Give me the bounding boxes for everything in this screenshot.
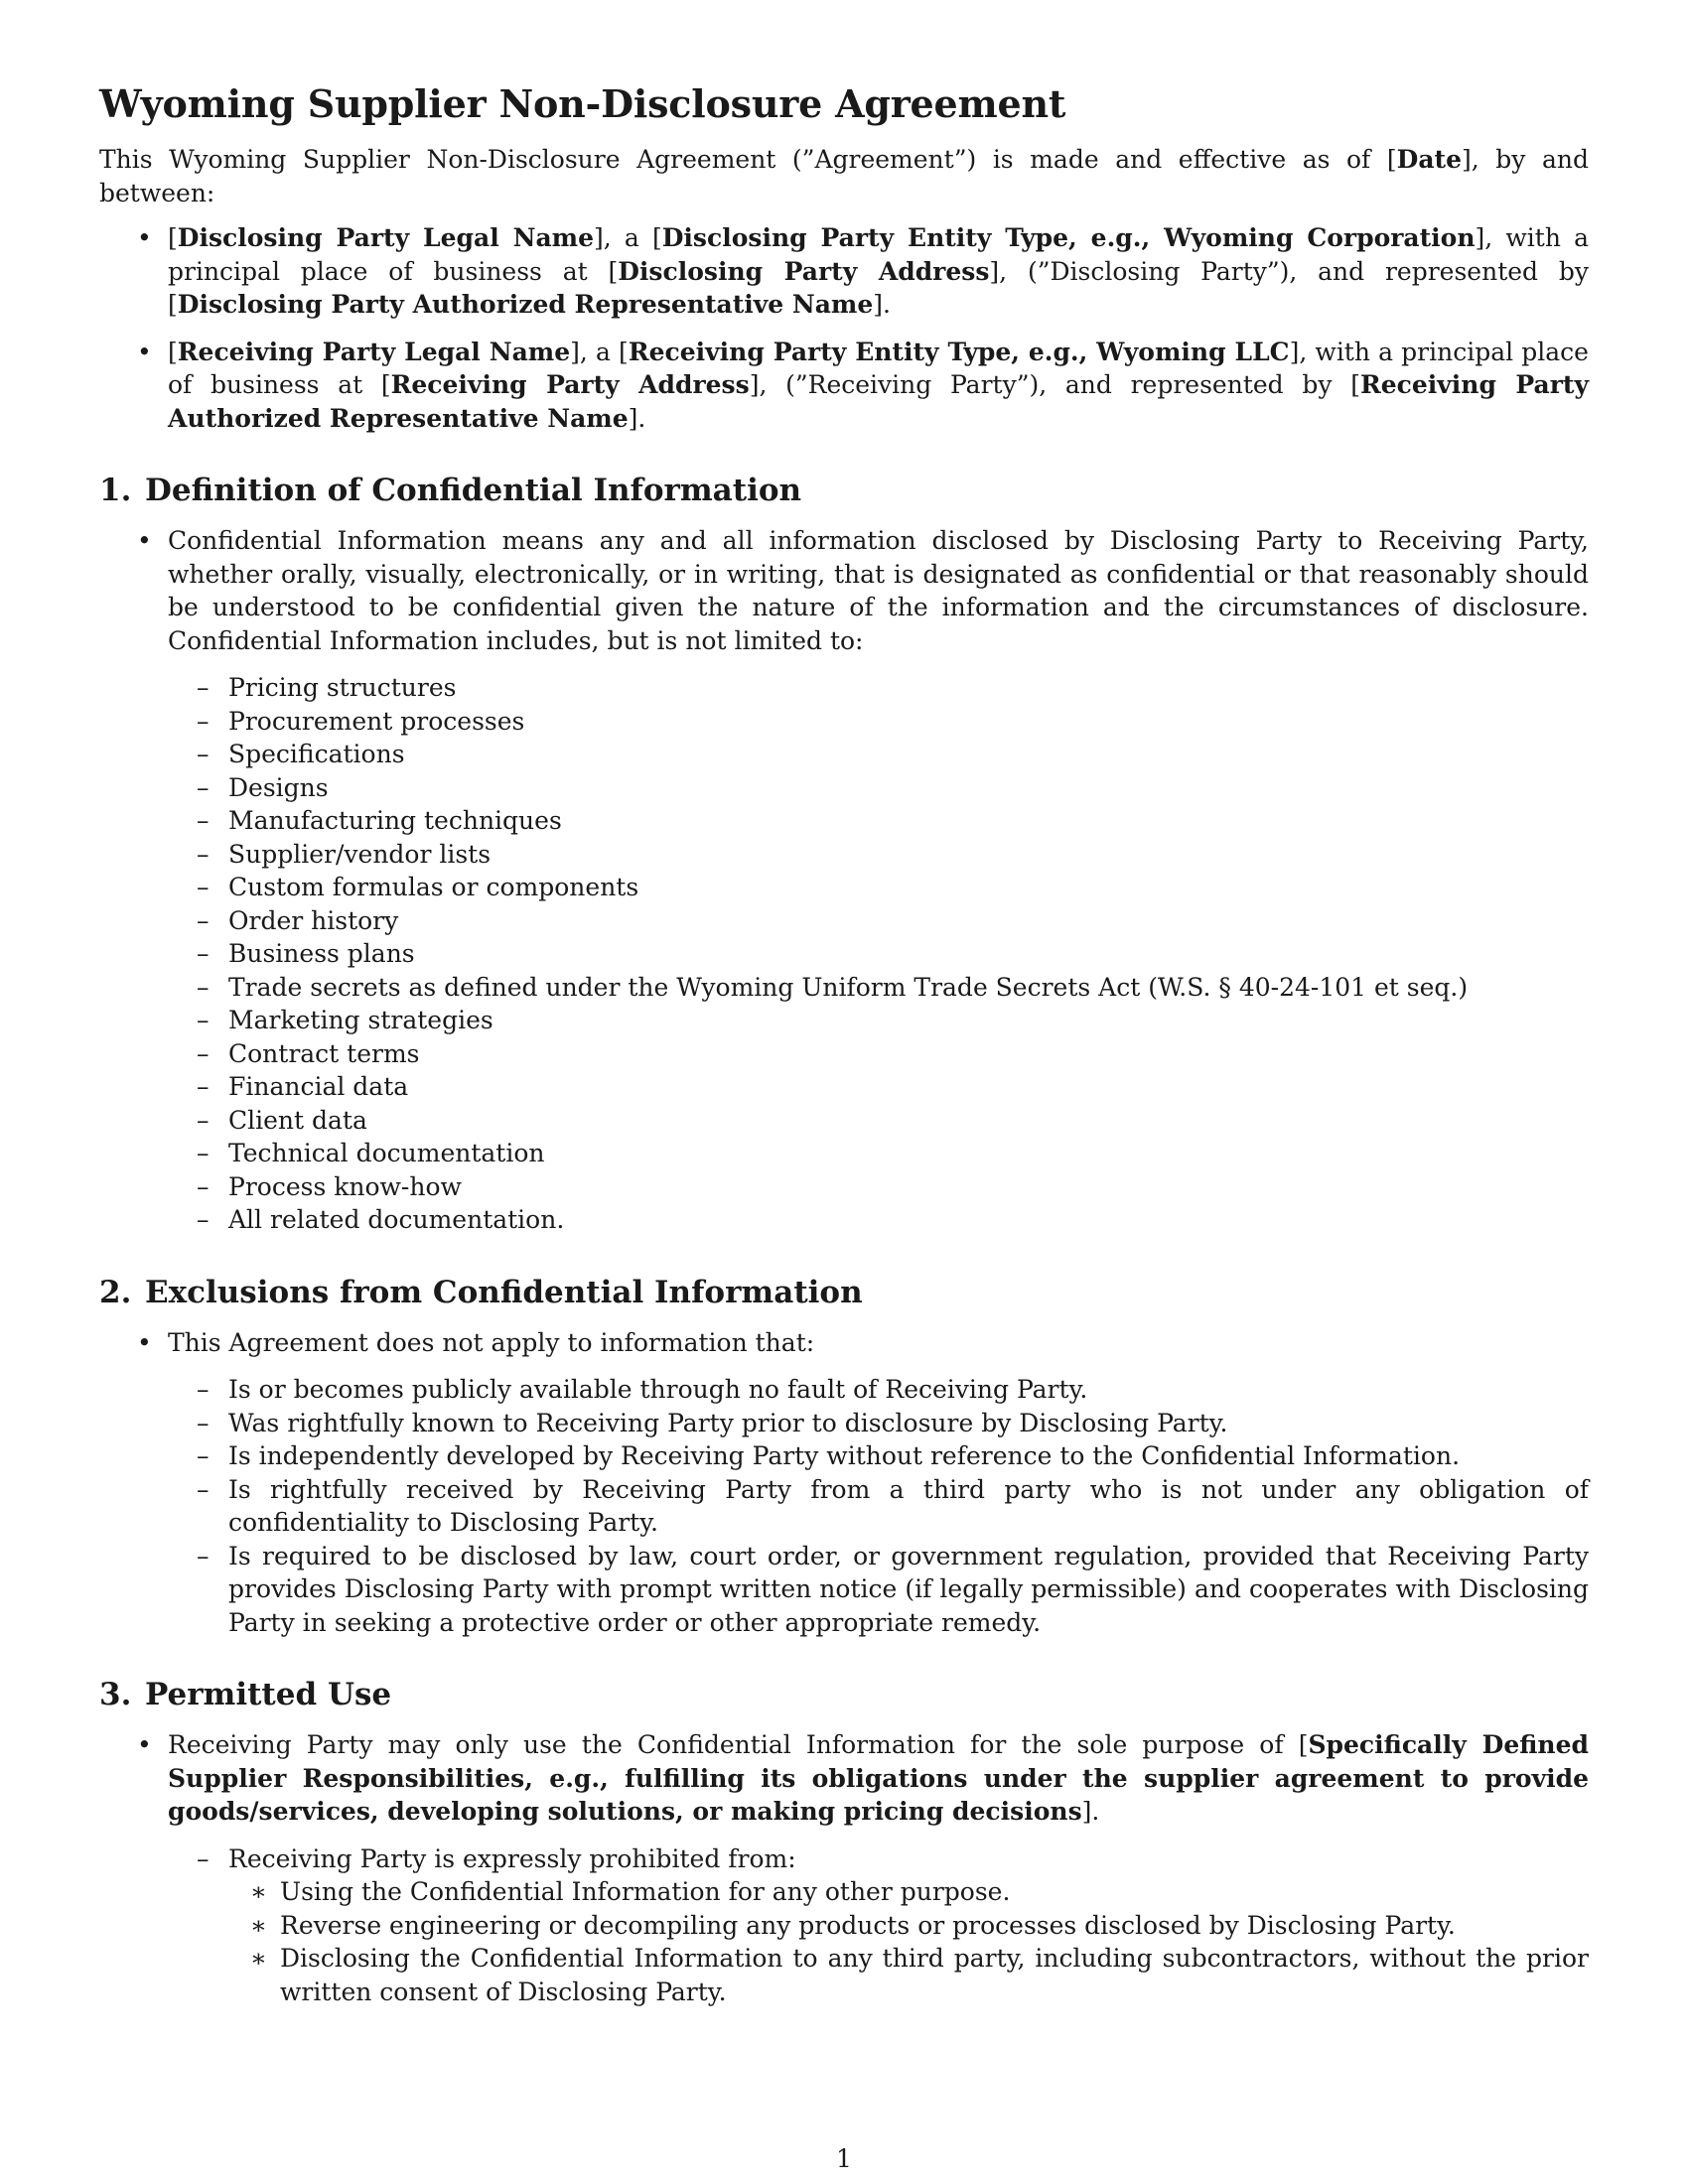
section-3-purpose: • Receiving Party may only use the Confidential Information for the sole purpose of [Specifically Defined Supplier Responsibilities, e.g., fulfilling its obligations under the supplier agreement to provide goods/services, developing solutions, or making pricing decisions]. – Receiving Party is expressly prohibited from: ∗ Using the Confidential Information for any other purpose. ∗ Reverse engineering or decompiling any products or processes disclosed by Disclosing Party. ∗ Disclosing the Confidential Information to any third party, including subcontractors, without the prior written consent of Disclosing Party. [99,1728,1589,2008]
list-item: – Supplier/vendor lists [168,838,1589,872]
purpose-placeholder: Specifically Defined Supplier Responsibilities, e.g., fulfilling its obligations under the supplier agreement to provide goods/services, developing solutions, or making pricing decisions [168,1730,1589,1826]
list-item: – Client data [168,1104,1589,1138]
receiving-entity-placeholder: Receiving Party Entity Type, e.g., Wyoming LLC [628,337,1290,366]
intro-paragraph [99,143,1589,209]
prohibition-intro: – Receiving Party is expressly prohibited from: ∗ Using the Confidential Information for any other purpose. ∗ Reverse engineering or decompiling any products or processes disclosed by Disclosing Party. ∗ Disclosing the Confidential Information to any third party, including subcontractors, without the prior written consent of Disclosing Party. [168,1843,1589,2009]
list-item: – Is required to be disclosed by law, court order, or government regulation, provided that Receiving Party provides Disclosing Party with prompt written notice (if legally permissible) and cooperates with Disclosing Party in seeking a protective order or other appropriate remedy. [168,1540,1589,1640]
list-item: – Is or becomes publicly available through no fault of Receiving Party. [168,1373,1589,1407]
party-disclosing: • [Disclosing Party Legal Name], a [Disclosing Party Entity Type, e.g., Wyoming Corporation], with a principal place of business at [Disclosing Party Address], (”Disclosing Party”), and represented by [Disclosing Party Authorized Representative Name]. [99,221,1589,322]
list-item: – Manufacturing techniques [168,804,1589,838]
list-item: – Is independently developed by Receiving Party without reference to the Confidential Information. [168,1439,1589,1473]
section-2 [99,1273,1589,1640]
receiving-name-placeholder: Receiving Party Legal Name [177,337,571,366]
section-1-definition: • Confidential Information means any and all information disclosed by Disclosing Party to Receiving Party, whether orally, visually, electronically, or in writing, that is designated as confidential or that reasonably should be understood to be confidential given the nature of the information and the circumstances of disclosure. Confidential Information includes, but is not limited to: – Pricing structures – Procurement processes – Specifications – Designs – Manufacturing techniques – Supplier/vendor lists – Custom formulas or components – Order history – Business plans – Trade secrets as defined under the Wyoming Uniform Trade Secrets Act (W.S. § 40-24-101 et seq.) – Marketing strategies – Contract terms – Financial data – Client data – Technical documentation – Process know-how – All related documentation. [99,524,1589,1237]
parties-list [99,221,1589,435]
disclosing-entity-placeholder: Disclosing Party Entity Type, e.g., Wyoming Corporation [661,223,1476,252]
list-item: – Financial data [168,1070,1589,1104]
receiving-representative-placeholder: Receiving Party Authorized Representative Name [168,370,1589,433]
disclosing-representative-placeholder: Disclosing Party Authorized Representative Name [177,290,874,319]
list-item: – Pricing structures [168,671,1589,705]
intro-text: This Wyoming Supplier Non-Disclosure Agreement (”Agreement”) is made and effective as of [ [99,145,1397,174]
list-item: – Specifications [168,738,1589,771]
list-item: – Custom formulas or components [168,871,1589,904]
exclusions-list [168,1373,1589,1639]
document-body [99,81,1589,2008]
confidential-items-list [168,671,1589,1237]
list-item: – Was rightfully known to Receiving Party prior to disclosure by Disclosing Party. [168,1407,1589,1440]
list-item: – Is rightfully received by Receiving Party from a third party who is not under any obligation of confidentiality to Disclosing Party. [168,1473,1589,1540]
disclosing-name-placeholder: Disclosing Party Legal Name [177,223,595,252]
section-3 [99,1675,1589,2008]
list-item: – Trade secrets as defined under the Wyoming Uniform Trade Secrets Act (W.S. § 40-24-101 et seq.) [168,971,1589,1005]
list-item: ∗ Disclosing the Confidential Information to any third party, including subcontractors, without the prior written consent of Disclosing Party. [228,1942,1589,2008]
list-item: – Contract terms [168,1037,1589,1071]
document-title: Wyoming Supplier Non-Disclosure Agreement [99,81,1066,126]
list-item: – All related documentation. [168,1203,1589,1237]
prohibited-list [228,1875,1589,2008]
list-item: ∗ Reverse engineering or decompiling any products or processes disclosed by Disclosing Party. [228,1909,1589,1943]
list-item: – Process know-how [168,1170,1589,1204]
list-item: – Order history [168,904,1589,938]
list-item: – Marketing strategies [168,1004,1589,1037]
section-1 [99,471,1589,1237]
disclosing-address-placeholder: Disclosing Party Address [618,256,990,286]
list-item: – Designs [168,771,1589,805]
list-item: – Procurement processes [168,705,1589,739]
intro-text-end: ], by and between: [99,145,1589,207]
list-item: – Technical documentation [168,1137,1589,1170]
section-3-heading: 3. Permitted Use [99,1677,392,1712]
section-1-heading: 1. Definition of Confidential Information [99,473,802,508]
intro-date-placeholder: Date [1396,145,1462,174]
section-2-heading: 2. Exclusions from Confidential Information [99,1274,863,1310]
list-item: – Business plans [168,937,1589,971]
page-number: 1 [836,2144,852,2173]
party-receiving: • [Receiving Party Legal Name], a [Receiving Party Entity Type, e.g., Wyoming LLC], with a principal place of business at [Receiving Party Address], (”Receiving Party”), and represented by [Receiving Party Authorized Representative Name]. [99,336,1589,436]
receiving-address-placeholder: Receiving Party Address [390,370,750,399]
section-2-intro: • This Agreement does not apply to information that: – Is or becomes publicly available through no fault of Receiving Party. – Was rightfully known to Receiving Party prior to disclosure by Disclosing Party. – Is independently developed by Receiving Party without reference to the Confidential Information. – Is rightfully received by Receiving Party from a third party who is not under any obligation of confidentiality to Disclosing Party. – Is required to be disclosed by law, court order, or government regulation, provided that Receiving Party provides Disclosing Party with prompt written notice (if legally permissible) and cooperates with Disclosing Party in seeking a protective order or other appropriate remedy. [99,1326,1589,1640]
list-item: ∗ Using the Confidential Information for any other purpose. [228,1875,1589,1909]
